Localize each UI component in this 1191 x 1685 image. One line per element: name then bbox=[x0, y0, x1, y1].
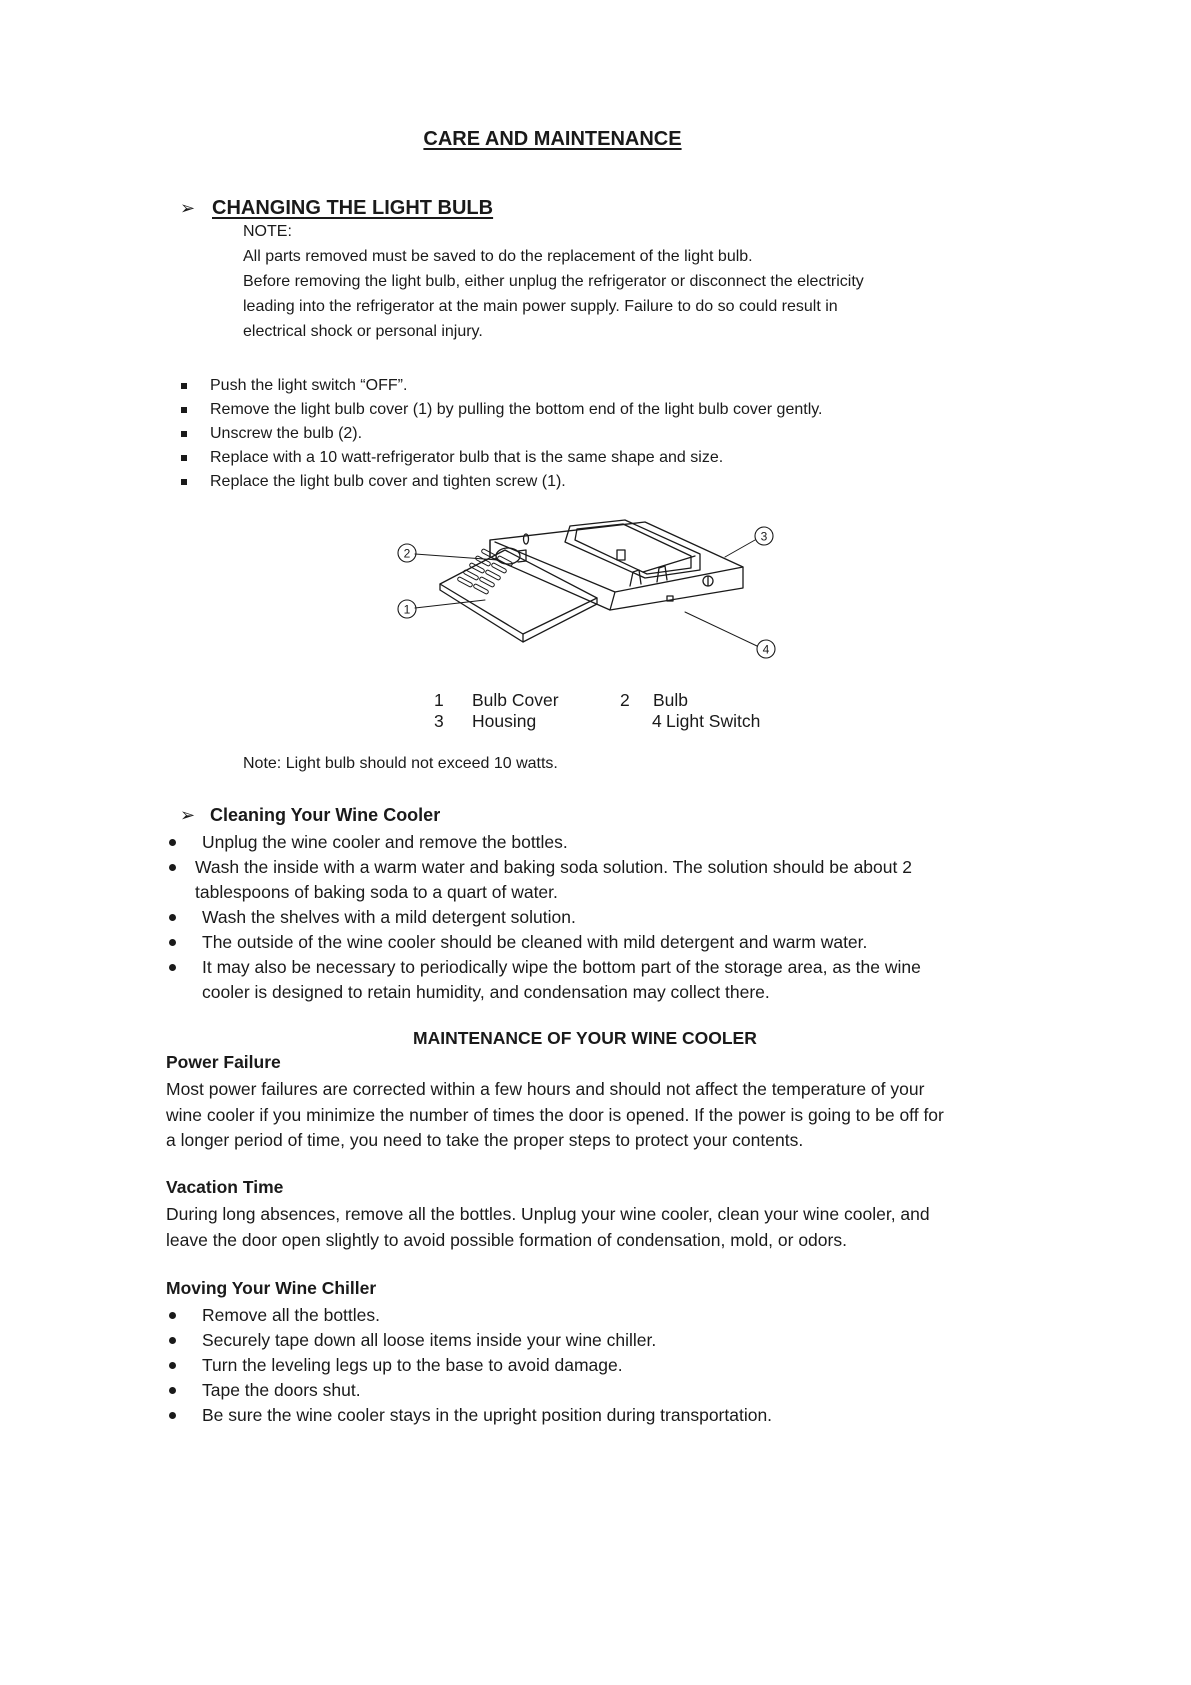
list-text: cooler is designed to retain humidity, and condensation may collect there. bbox=[202, 982, 770, 1002]
paragraph-line: During long absences, remove all the bottles. Unplug your wine cooler, clean your wine cooler, and bbox=[166, 1204, 930, 1224]
list-text: tablespoons of baking soda to a quart of water. bbox=[195, 882, 558, 902]
maintenance-heading: MAINTENANCE OF YOUR WINE COOLER bbox=[413, 1028, 757, 1048]
diagram-legend-label: Light Switch bbox=[666, 711, 761, 731]
diagram-legend-num: 3 bbox=[434, 711, 444, 731]
bulb-heading-text: CHANGING THE LIGHT BULB bbox=[212, 197, 494, 219]
step-text: Unscrew the bulb (2). bbox=[210, 425, 363, 442]
diagram-legend-label: Housing bbox=[472, 711, 537, 731]
power-failure-heading: Power Failure bbox=[166, 1052, 281, 1072]
power-failure-text bbox=[166, 1077, 1046, 1154]
callout-4: 4 bbox=[762, 642, 770, 657]
bulb-section-heading bbox=[180, 197, 493, 220]
cleaning-section-heading bbox=[180, 805, 440, 826]
note-line: electrical shock or personal injury. bbox=[243, 323, 483, 340]
step-text: Remove the light bulb cover (1) by pulling the bottom end of the light bulb cover gently. bbox=[210, 401, 823, 418]
bullet-icon bbox=[169, 914, 176, 921]
list-text: Securely tape down all loose items inside your wine chiller. bbox=[202, 1330, 657, 1350]
paragraph-line: leave the door open slightly to avoid possible formation of condensation, mold, or odors. bbox=[166, 1229, 847, 1250]
paragraph-line: wine cooler if you minimize the number of times the door is opened. If the power is going to be off for bbox=[166, 1104, 944, 1125]
list-text: Unplug the wine cooler and remove the bottles. bbox=[202, 832, 568, 852]
diagram-legend-label: Bulb Cover bbox=[472, 690, 559, 710]
bullet-icon bbox=[169, 839, 176, 846]
arrow-bullet-icon: ➢ bbox=[180, 198, 196, 218]
square-bullet-icon bbox=[181, 431, 187, 437]
bullet-icon bbox=[169, 964, 176, 971]
wattage-note: Note: Light bulb should not exceed 10 watts. bbox=[243, 755, 558, 772]
housing-icon bbox=[490, 520, 743, 610]
note-line: Before removing the light bulb, either unplug the refrigerator or disconnect the electricity bbox=[243, 273, 864, 290]
bullet-icon bbox=[169, 864, 176, 871]
square-bullet-icon bbox=[181, 479, 187, 485]
diagram-legend-num: 2 bbox=[620, 690, 630, 710]
vacation-heading: Vacation Time bbox=[166, 1177, 284, 1197]
square-bullet-icon bbox=[181, 383, 187, 389]
callout-3: 3 bbox=[760, 529, 768, 544]
light-bulb-diagram bbox=[395, 512, 795, 672]
step-text: Push the light switch “OFF”. bbox=[210, 377, 408, 394]
diagram-legend-label: Bulb bbox=[653, 690, 689, 710]
note-line: leading into the refrigerator at the main power supply. Failure to do so could result in bbox=[243, 298, 838, 315]
list-text: The outside of the wine cooler should be cleaned with mild detergent and warm water. bbox=[202, 932, 868, 952]
bullet-icon bbox=[169, 1337, 176, 1344]
step-text: Replace the light bulb cover and tighten screw (1). bbox=[210, 473, 566, 490]
note-label: NOTE: bbox=[243, 223, 292, 240]
page-title: CARE AND MAINTENANCE bbox=[423, 128, 682, 150]
bullet-icon bbox=[169, 939, 176, 946]
square-bullet-icon bbox=[181, 455, 187, 461]
list-text: Be sure the wine cooler stays in the upright position during transportation. bbox=[202, 1405, 773, 1425]
list-text: Wash the inside with a warm water and baking soda solution. The solution should be about 2 bbox=[195, 857, 912, 877]
diagram-legend-num: 1 bbox=[434, 690, 444, 710]
list-text: Wash the shelves with a mild detergent solution. bbox=[202, 907, 576, 927]
list-text: It may also be necessary to periodically wipe the bottom part of the storage area, as the wine bbox=[202, 957, 921, 977]
list-text: Tape the doors shut. bbox=[202, 1380, 361, 1400]
vacation-text bbox=[166, 1202, 1046, 1253]
bullet-icon bbox=[169, 1312, 176, 1319]
paragraph-line: a longer period of time, you need to take the proper steps to protect your contents. bbox=[166, 1130, 804, 1150]
diagram-legend-num: 4 bbox=[652, 711, 662, 731]
cleaning-heading-text: Cleaning Your Wine Cooler bbox=[210, 805, 441, 825]
callout-1: 1 bbox=[403, 602, 411, 617]
bulb-note-block bbox=[243, 220, 864, 345]
callout-2: 2 bbox=[403, 546, 411, 561]
square-bullet-icon bbox=[181, 407, 187, 413]
list-text: Remove all the bottles. bbox=[202, 1305, 381, 1325]
list-text: Turn the leveling legs up to the base to avoid damage. bbox=[202, 1355, 623, 1375]
step-text: Replace with a 10 watt-refrigerator bulb that is the same shape and size. bbox=[210, 449, 724, 466]
moving-heading: Moving Your Wine Chiller bbox=[166, 1278, 377, 1298]
arrow-bullet-icon: ➢ bbox=[180, 805, 196, 825]
note-line: All parts removed must be saved to do the replacement of the light bulb. bbox=[243, 248, 753, 265]
bullet-icon bbox=[169, 1387, 176, 1394]
bullet-icon bbox=[169, 1412, 176, 1419]
paragraph-line: Most power failures are corrected within a few hours and should not affect the temperature of your bbox=[166, 1079, 925, 1099]
bullet-icon bbox=[169, 1362, 176, 1369]
